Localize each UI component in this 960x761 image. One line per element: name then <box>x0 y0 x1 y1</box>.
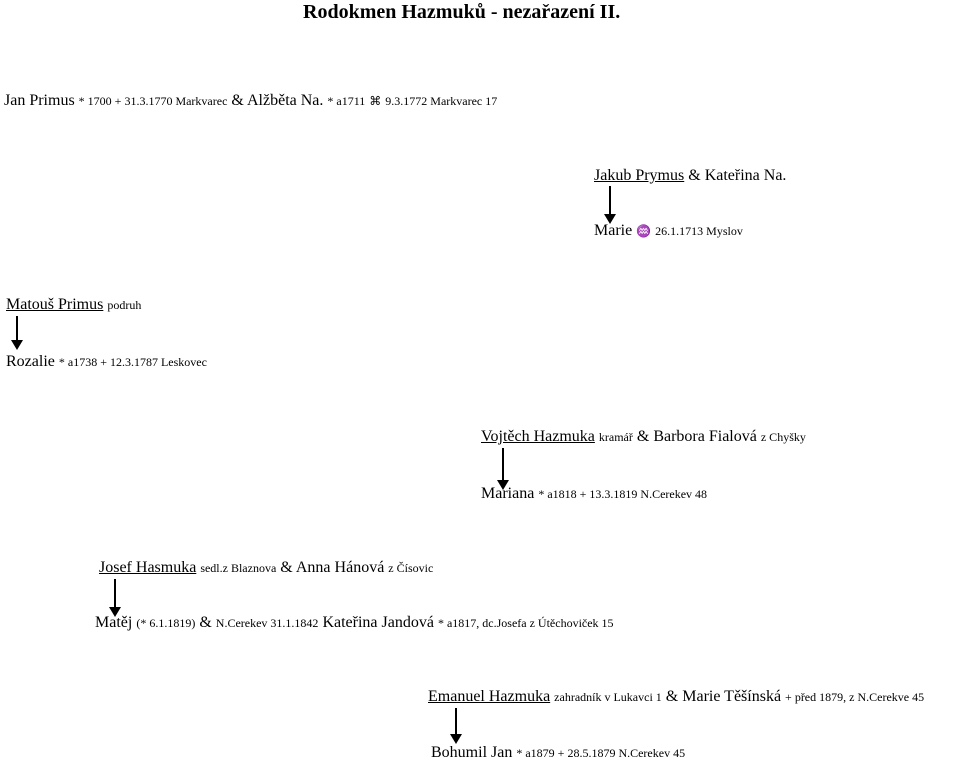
mother-name: Marie Těšínská <box>682 688 782 705</box>
jakub-prymus-parents <box>594 168 786 184</box>
vojtech-hazmuka-child <box>481 486 707 502</box>
jan-primus-entry <box>4 93 497 109</box>
father-name: Jakub Prymus <box>594 167 685 184</box>
emanuel-hazmuka-parents <box>428 689 924 705</box>
ampersand: & <box>280 559 293 576</box>
child-details: (* 6.1.1819) <box>136 616 196 630</box>
josef-hasmuka-parents <box>99 560 433 576</box>
matous-primus-child <box>6 354 207 370</box>
ampersand: & <box>688 167 701 184</box>
descent-arrow-icon <box>11 316 23 350</box>
marriage-details: N.Cerekev 31.1.1842 <box>215 616 319 630</box>
person-name: Jan Primus <box>4 92 75 109</box>
mother-origin: z Chyšky <box>760 430 806 444</box>
father-role: kramář <box>598 430 633 444</box>
matous-primus-parent <box>6 297 141 313</box>
descent-arrow-icon <box>450 708 462 744</box>
father-role: sedl.z Blaznova <box>200 561 277 575</box>
child-details: * a1879 + 28.5.1879 N.Cerekev 45 <box>516 746 686 760</box>
descent-arrow-icon <box>497 448 509 490</box>
emanuel-hazmuka-child <box>431 745 685 761</box>
child-name: Rozalie <box>6 353 55 370</box>
mother-origin: z Čísovic <box>388 561 434 575</box>
ampersand: & <box>665 688 679 705</box>
child-details: * a1738 + 12.3.1787 Leskovec <box>58 355 207 369</box>
child-details: * a1818 + 13.3.1819 N.Cerekev 48 <box>538 487 708 501</box>
marriage-details: 9.3.1772 Markvarec 17 <box>385 94 498 108</box>
spouse-name: Alžběta Na. <box>246 92 324 109</box>
mother-details: + před 1879, z N.Cerekve 45 <box>785 690 925 704</box>
child-name: Matěj <box>95 614 133 631</box>
spouse-name: Kateřina Jandová <box>322 614 434 631</box>
jakub-prymus-child <box>594 223 743 239</box>
mother-name: Kateřina Na. <box>704 167 787 184</box>
father-name: Matouš Primus <box>6 296 104 313</box>
child-name: Marie <box>594 222 633 239</box>
father-role: zahradník v Lukavci 1 <box>554 690 662 704</box>
father-role: podruh <box>107 298 142 312</box>
father-name: Josef Hasmuka <box>99 559 197 576</box>
child-name: Bohumil Jan <box>431 744 513 761</box>
marriage-icon: ⌘ <box>369 94 382 108</box>
spouse-details: * a1711 <box>327 94 366 108</box>
child-details: 26.1.1713 Myslov <box>655 224 743 238</box>
father-name: Vojtěch Hazmuka <box>481 428 595 445</box>
mother-name: Barbora Fialová <box>653 428 757 445</box>
child-name: Mariana <box>481 485 535 502</box>
vojtech-hazmuka-parents <box>481 429 806 445</box>
mother-name: Anna Hánová <box>295 559 385 576</box>
descent-arrow-icon <box>604 186 616 224</box>
ampersand: & <box>231 92 244 109</box>
ampersand: & <box>199 614 212 631</box>
baptism-icon: ♒ <box>636 224 652 238</box>
father-name: Emanuel Hazmuka <box>428 688 551 705</box>
page-title: Rodokmen Hazmuků - nezařazení II. <box>303 1 621 23</box>
spouse-details: * a1817, dc.Josefa z Útěchoviček 15 <box>437 616 614 630</box>
person-details: * 1700 + 31.3.1770 Markvarec <box>78 94 228 108</box>
ampersand: & <box>636 428 650 445</box>
josef-hasmuka-child <box>95 615 614 631</box>
descent-arrow-icon <box>109 579 121 617</box>
